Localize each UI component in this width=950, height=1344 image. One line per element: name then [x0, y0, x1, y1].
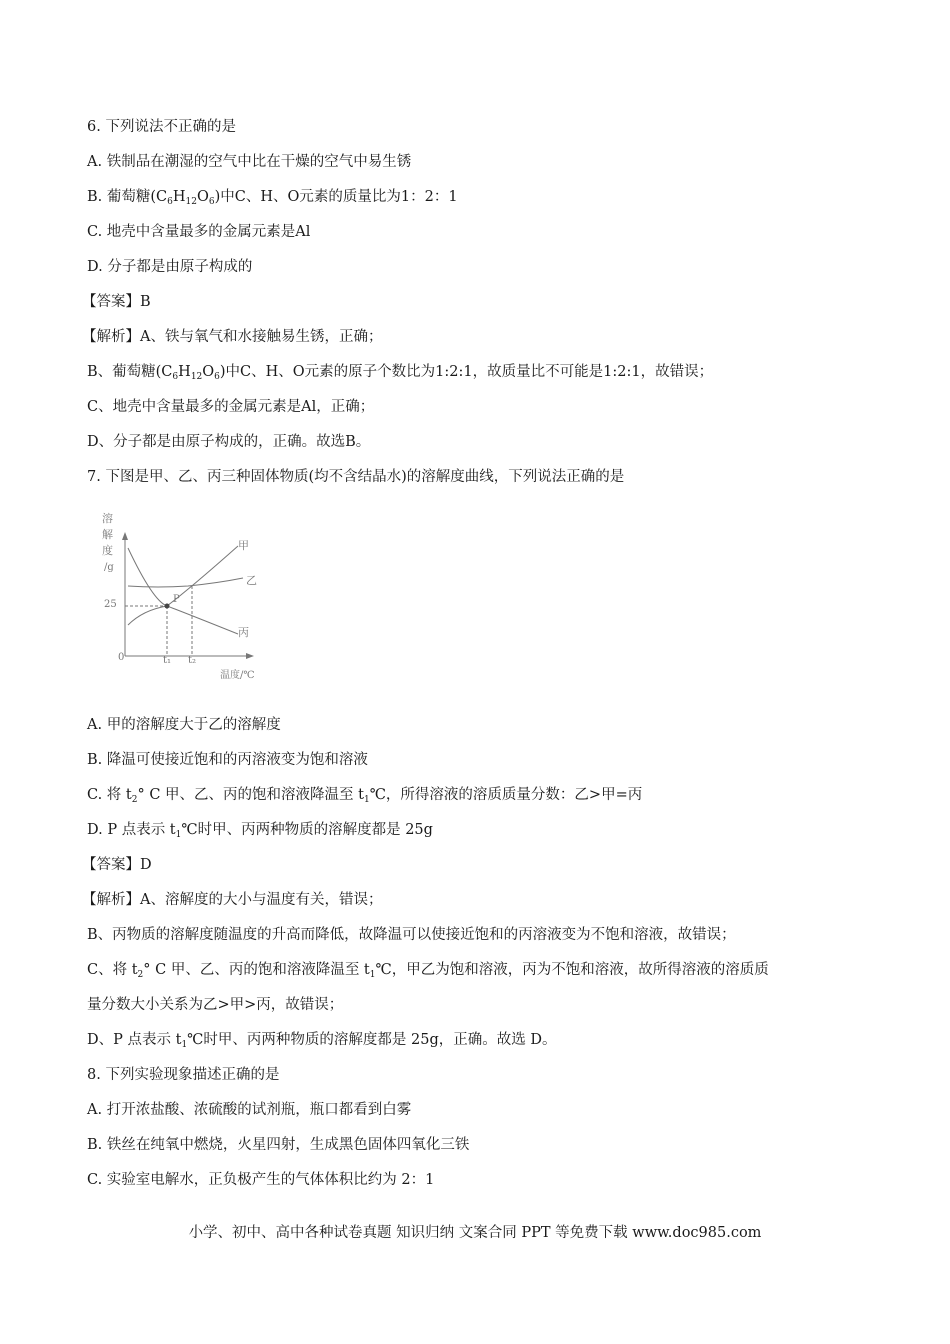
q7-analysis-c2: 量分数大小关系为乙>甲>丙，故错误；	[87, 997, 344, 1013]
q7-analysis-b: B、丙物质的溶解度随温度的升高而降低，故降温可以使接近饱和的丙溶液变为不饱和溶液，故错误；	[87, 927, 736, 943]
figure-t2-label: t₂	[188, 655, 197, 666]
figure-ylabel-2: 解	[102, 528, 113, 541]
q7-stem: 7. 下图是甲、乙、丙三种固体物质(均不含结晶水)的溶解度曲线，下列说法正确的是	[87, 469, 625, 485]
figure-t1-label: t₁	[163, 655, 172, 666]
q6-option-b: B. 葡萄糖$(C_6H_{12}O_6)$中C、H、O元素的质量比为1：2：1	[87, 189, 458, 207]
q7-analysis-c1: C、将 $t_2^\circ$ C 甲、乙、丙的饱和溶液降温至 $t_1℃$，甲乙为饱和溶液，丙为不饱和溶液，故所得溶液的溶质质	[87, 962, 769, 980]
figure-curve-yi-label: 乙	[246, 574, 257, 587]
q6-analysis-a: 【解析】A、铁与氧气和水接触易生锈，正确；	[82, 329, 383, 345]
solubility-curve-figure	[98, 506, 270, 684]
q7-analysis-a: 【解析】A、溶解度的大小与温度有关，错误；	[82, 892, 383, 908]
q6-analysis-d: D、分子都是由原子构成的，正确。故选B。	[87, 434, 371, 450]
figure-ylabel-4: /g	[104, 562, 114, 573]
figure-x-axis-arrow	[246, 653, 254, 659]
q6-option-c: C. 地壳中含量最多的金属元素是Al	[87, 224, 311, 240]
q8-stem: 8. 下列实验现象描述正确的是	[87, 1067, 280, 1083]
q8-option-c: C. 实验室电解水，正负极产生的气体体积比约为 2：1	[87, 1172, 435, 1188]
page-footer: 小学、初中、高中各种试卷真题 知识归纳 文案合同 PPT 等免费下载 www.doc985.com	[188, 1225, 762, 1241]
q6-stem: 6. 下列说法不正确的是	[87, 119, 236, 135]
figure-xlabel: 温度/℃	[220, 670, 255, 681]
figure-point-p-label: P	[173, 594, 180, 605]
q7-option-a: A. 甲的溶解度大于乙的溶解度	[87, 717, 281, 733]
q6-answer: 【答案】B	[82, 294, 151, 310]
q7-analysis-d: D、P 点表示 $t_1℃$时甲、丙两种物质的溶解度都是 25g，正确。故选 D。	[87, 1032, 557, 1050]
q6-analysis-c: C、地壳中含量最多的金属元素是Al，正确；	[87, 399, 375, 415]
q8-option-a: A. 打开浓盐酸、浓硫酸的试剂瓶，瓶口都看到白雾	[87, 1102, 412, 1118]
figure-origin-label: 0	[118, 652, 125, 663]
q7-answer: 【答案】D	[82, 857, 152, 873]
q6-option-a: A. 铁制品在潮湿的空气中比在干燥的空气中易生锈	[87, 154, 412, 170]
figure-curve-yi	[128, 578, 243, 587]
figure-ylabel-1: 溶	[102, 512, 113, 525]
figure-ylabel-3: 度	[102, 544, 113, 557]
figure-curve-jia-label: 甲	[238, 539, 249, 552]
figure-curve-bing-label: 丙	[238, 626, 249, 639]
q7-option-c: C. 将 $t_2^\circ$ C 甲、乙、丙的饱和溶液降温至 $t_1℃$，所得溶液的溶质质量分数：乙>甲=丙	[87, 787, 643, 805]
q7-option-b: B. 降温可使接近饱和的丙溶液变为饱和溶液	[87, 752, 368, 768]
figure-curve-jia	[128, 546, 238, 625]
q6-option-d: D. 分子都是由原子构成的	[87, 259, 253, 275]
q6-analysis-b: B、葡萄糖$(C_6H_{12}O_6)$中C、H、O元素的原子个数比为1:2:1，故质量比不可能是1:2:1，故错误；	[87, 364, 714, 382]
q8-option-b: B. 铁丝在纯氧中燃烧，火星四射，生成黑色固体四氧化三铁	[87, 1137, 470, 1153]
figure-y25-label: 25	[104, 599, 117, 610]
q7-option-d: D. P 点表示 $t_1℃$时甲、丙两种物质的溶解度都是 25g	[87, 822, 433, 840]
figure-y-axis-arrow	[122, 532, 128, 540]
figure-point-p	[165, 604, 170, 609]
